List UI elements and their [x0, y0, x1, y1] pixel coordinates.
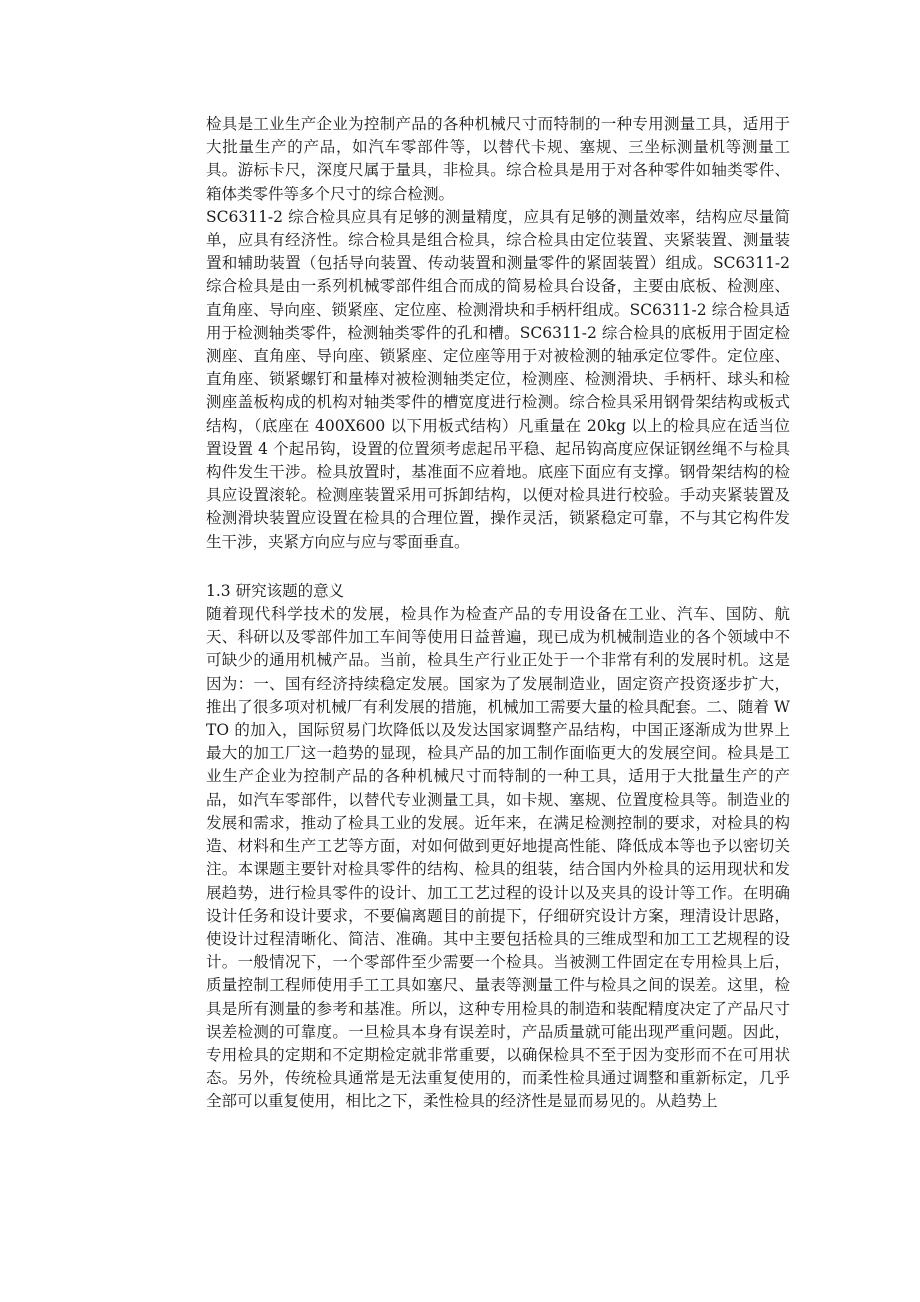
- paragraph-significance: 随着现代科学技术的发展，检具作为检查产品的专用设备在工业、汽车、国防、航天、科研以及零部件加工车间等使用日益普遍，现已成为机械制造业的各个领域中不可缺少的通用机械产品。当前，检具生产行业正处于一个非常有利的发展时机。这是因为：一、国有经济持续稳定发展。国家为了发展制造业，固定资产投资逐步扩大，推出了很多项对机械厂有利发展的措施，机械加工需要大量的检具配套。二、随着 WTO 的加入，国际贸易门坎降低以及发达国家调整产品结构，中国正逐渐成为世界上最大的加工厂这一趋势的显现，检具产品的加工制作面临更大的发展空间。检具是工业生产企业为控制产品的各种机械尺寸而特制的一种工具，适用于大批量生产的产品，如汽车零部件，以替代专业测量工具，如卡规、塞规、位置度检具等。制造业的发展和需求，推动了检具工业的发展。近年来，在满足检测控制的要求，对检具的构造、材料和生产工艺等方面，对如何做到更好地提高性能、降低成本等也予以密切关注。本课题主要针对检具零件的结构、检具的组装，结合国内外检具的运用现状和发展趋势，进行检具零件的设计、加工工艺过程的设计以及夹具的设计等工作。在明确设计任务和设计要求，不要偏离题目的前提下，仔细研究设计方案，理清设计思路，使设计过程清晰化、简洁、准确。其中主要包括检具的三维成型和加工工艺规程的设计。一般情况下，一个零部件至少需要一个检具。当被测工件固定在专用检具上后，质量控制工程师使用手工工具如塞尺、量表等测量工件与检具之间的误差。这里，检具是所有测量的参考和基准。所以，这种专用检具的制造和装配精度决定了产品尺寸误差检测的可靠度。一旦检具本身有误差时，产品质量就可能出现严重问题。因此，专用检具的定期和不定期检定就非常重要，以确保检具不至于因为变形而不在可用状态。另外，传统检具通常是无法重复使用的，而柔性检具通过调整和重新标定，几乎全部可以重复使用，相比之下，柔性检具的经济性是显而易见的。从趋势上: [206, 605, 790, 1111]
- paragraph-intro: 检具是工业生产企业为控制产品的各种机械尺寸而特制的一种专用测量工具，适用于大批量生产的产品，如汽车零部件等，以替代卡规、塞规、三坐标测量机等测量工具。游标卡尺，深度尺属于量具，非检具。综合检具是用于对各种零件如轴类零件、箱体类零件等多个尺寸的综合检测。: [206, 115, 790, 203]
- section-heading: 1.3 研究该题的意义: [206, 581, 345, 600]
- paragraph-sc6311: SC6311-2 综合检具应具有足够的测量精度，应具有足够的测量效率，结构应尽量简单，应具有经济性。综合检具是组合检具，综合检具由定位装置、夹紧装置、测量装置和辅助装置（包括导向装置、传动装置和测量零件的紧固装置）组成。SC6311-2 综合检具是由一系列机械零部件组合而成的简易检具台设备，主要由底板、检测座、直角座、导向座、锁紧座、定位座、检测滑块和手柄杆组成。SC6311-2 综合检具适用于检测轴类零件，检测轴类零件的孔和槽。SC6311-2 综合检具的底板用于固定检测座、直角座、导向座、锁紧座、定位座等用于对被检测的轴承定位零件。定位座、直角座、锁紧螺钉和量棒对被检测轴类定位，检测座、检测滑块、手柄杆、球头和检测座盖板构成的机构对轴类零件的槽宽度进行检测。综合检具采用钢骨架结构或板式结构，（底座在 400X600 以下用板式结构）凡重量在 20kg 以上的检具应在适当位置设置 4 个起吊钩，设置的位置须考虑起吊平稳、起吊钩高度应保证钢丝绳不与检具构件发生干涉。检具放置时，基准面不应着地。底座下面应有支撑。钢骨架结构的检具应设置滚轮。检测座装置采用可拆卸结构，以便对检具进行校验。手动夹紧装置及检测滑块装置应设置在检具的合理位置，操作灵活，锁紧稳定可靠，不与其它构件发生干涉，夹紧方向应与应与零面垂直。: [206, 207, 790, 551]
- document-page: [206, 113, 790, 1114]
